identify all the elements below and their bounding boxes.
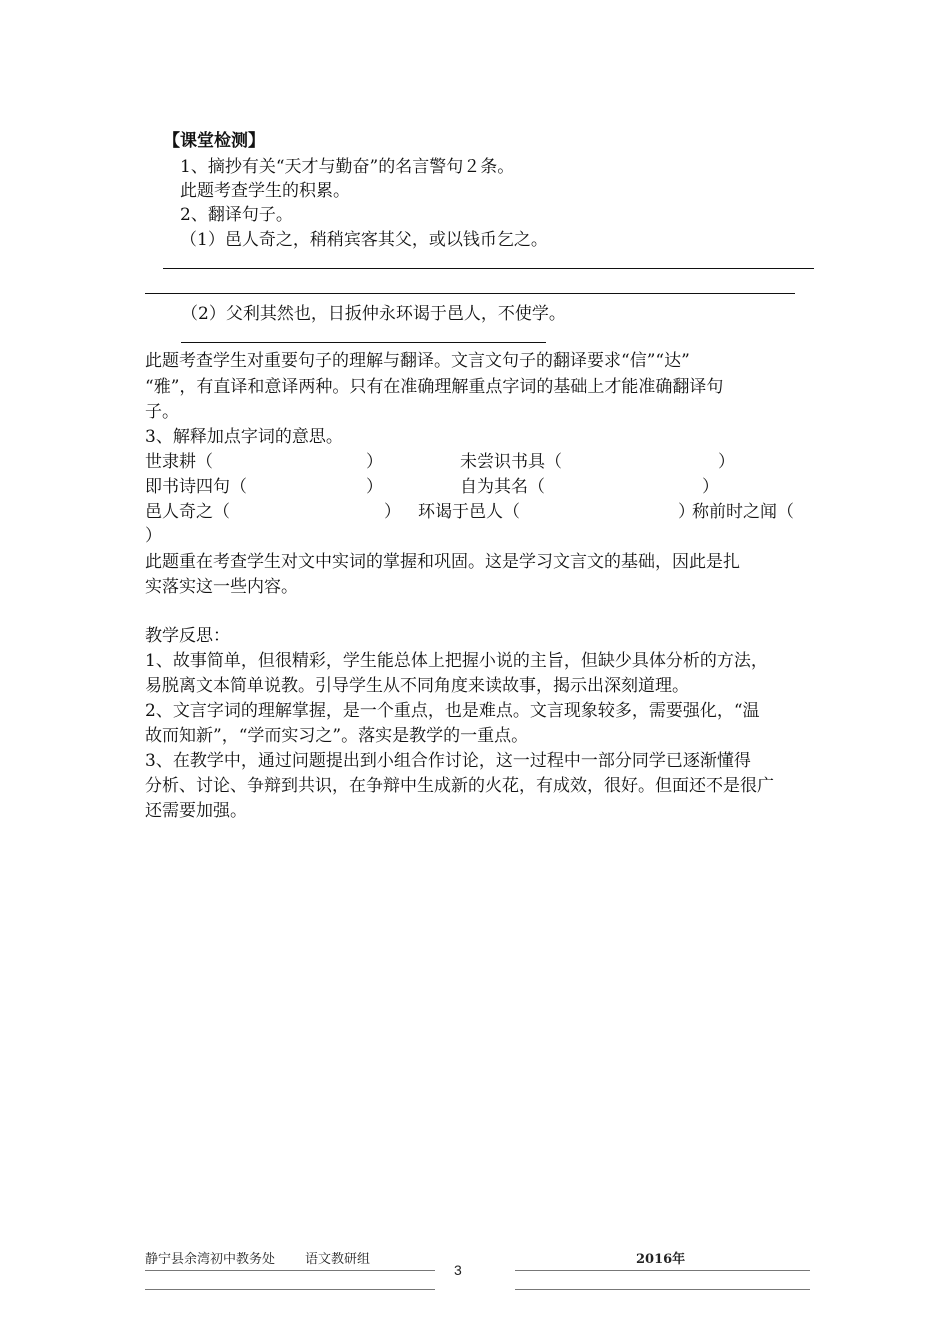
footer-year: 2016年 — [636, 1252, 686, 1267]
question-2-note-line: “雅”，有直译和意译两种。只有在准确理解重点字词的基础上才能准确翻译句 — [145, 377, 724, 397]
footer-org: 静宁县余湾初中教务处 — [145, 1252, 276, 1267]
answer-line — [145, 293, 795, 294]
reflection-heading: 教学反思： — [145, 626, 230, 646]
word-item: 即书诗四句（ — [145, 477, 247, 497]
word-item-close: ） — [718, 452, 735, 472]
answer-line — [163, 268, 814, 269]
question-2-item-1: （1）邑人奇之，稍稍宾客其父，或以钱币乞之。 — [180, 230, 548, 250]
word-item: 邑人奇之（ — [145, 502, 230, 522]
footer-rule — [515, 1289, 810, 1290]
question-2-note-line: 子。 — [145, 402, 179, 422]
question-3: 3、解释加点字词的意思。 — [145, 427, 343, 447]
word-item: 世隶耕（ — [145, 452, 213, 472]
question-2-item-2: （2）父利其然也，日扳仲永环谒于邑人，不使学。 — [181, 304, 566, 324]
word-item-close: ） — [145, 526, 162, 546]
word-item-close: ） — [384, 502, 401, 522]
footer-group: 语文教研组 — [305, 1252, 371, 1267]
footer-rule — [145, 1289, 435, 1290]
answer-line — [181, 342, 546, 343]
reflection-line: 分析、讨论、争辩到共识，在争辩中生成新的火花，有成效，很好。但面还不是很广 — [145, 776, 774, 796]
question-2-note-line: 此题考查学生对重要句子的理解与翻译。文言文句子的翻译要求“信”“达” — [145, 351, 690, 371]
page-number: 3 — [454, 1262, 462, 1278]
question-1-note: 此题考查学生的积累。 — [180, 181, 350, 201]
footer-rule — [515, 1270, 810, 1271]
section-heading: 【课堂检测】 — [163, 131, 265, 151]
reflection-line: 还需要加强。 — [145, 801, 247, 821]
question-2: 2、翻译句子。 — [180, 205, 293, 225]
reflection-line: 3、在教学中，通过问题提出到小组合作讨论，这一过程中一部分同学已逐渐懂得 — [145, 751, 751, 771]
reflection-line: 1、故事简单，但很精彩，学生能总体上把握小说的主旨，但缺少具体分析的方法， — [145, 651, 768, 671]
reflection-line: 故而知新”，“学而实习之”。落实是教学的一重点。 — [145, 726, 529, 746]
word-item-close: ） — [366, 452, 383, 472]
word-item-close: ） — [702, 477, 719, 497]
word-item: 未尝识书具（ — [460, 452, 562, 472]
footer-rule — [145, 1270, 435, 1271]
word-item: 环谒于邑人（ — [418, 502, 520, 522]
word-item: 自为其名（ — [460, 477, 545, 497]
word-item-close: ） — [366, 477, 383, 497]
reflection-line: 2、文言字词的理解掌握，是一个重点，也是难点。文言现象较多，需要强化，“温 — [145, 701, 760, 721]
question-3-note-line: 此题重在考查学生对文中实词的掌握和巩固。这是学习文言文的基础，因此是扎 — [145, 552, 740, 572]
word-item: 称前时之闻（ — [692, 502, 794, 522]
reflection-line: 易脱离文本简单说教。引导学生从不同角度来读故事，揭示出深刻道理。 — [145, 676, 689, 696]
word-item-close: ） — [678, 502, 695, 522]
question-1: 1、摘抄有关“天才与勤奋”的名言警句２条。 — [180, 157, 515, 177]
question-3-note-line: 实落实这一些内容。 — [145, 577, 298, 597]
